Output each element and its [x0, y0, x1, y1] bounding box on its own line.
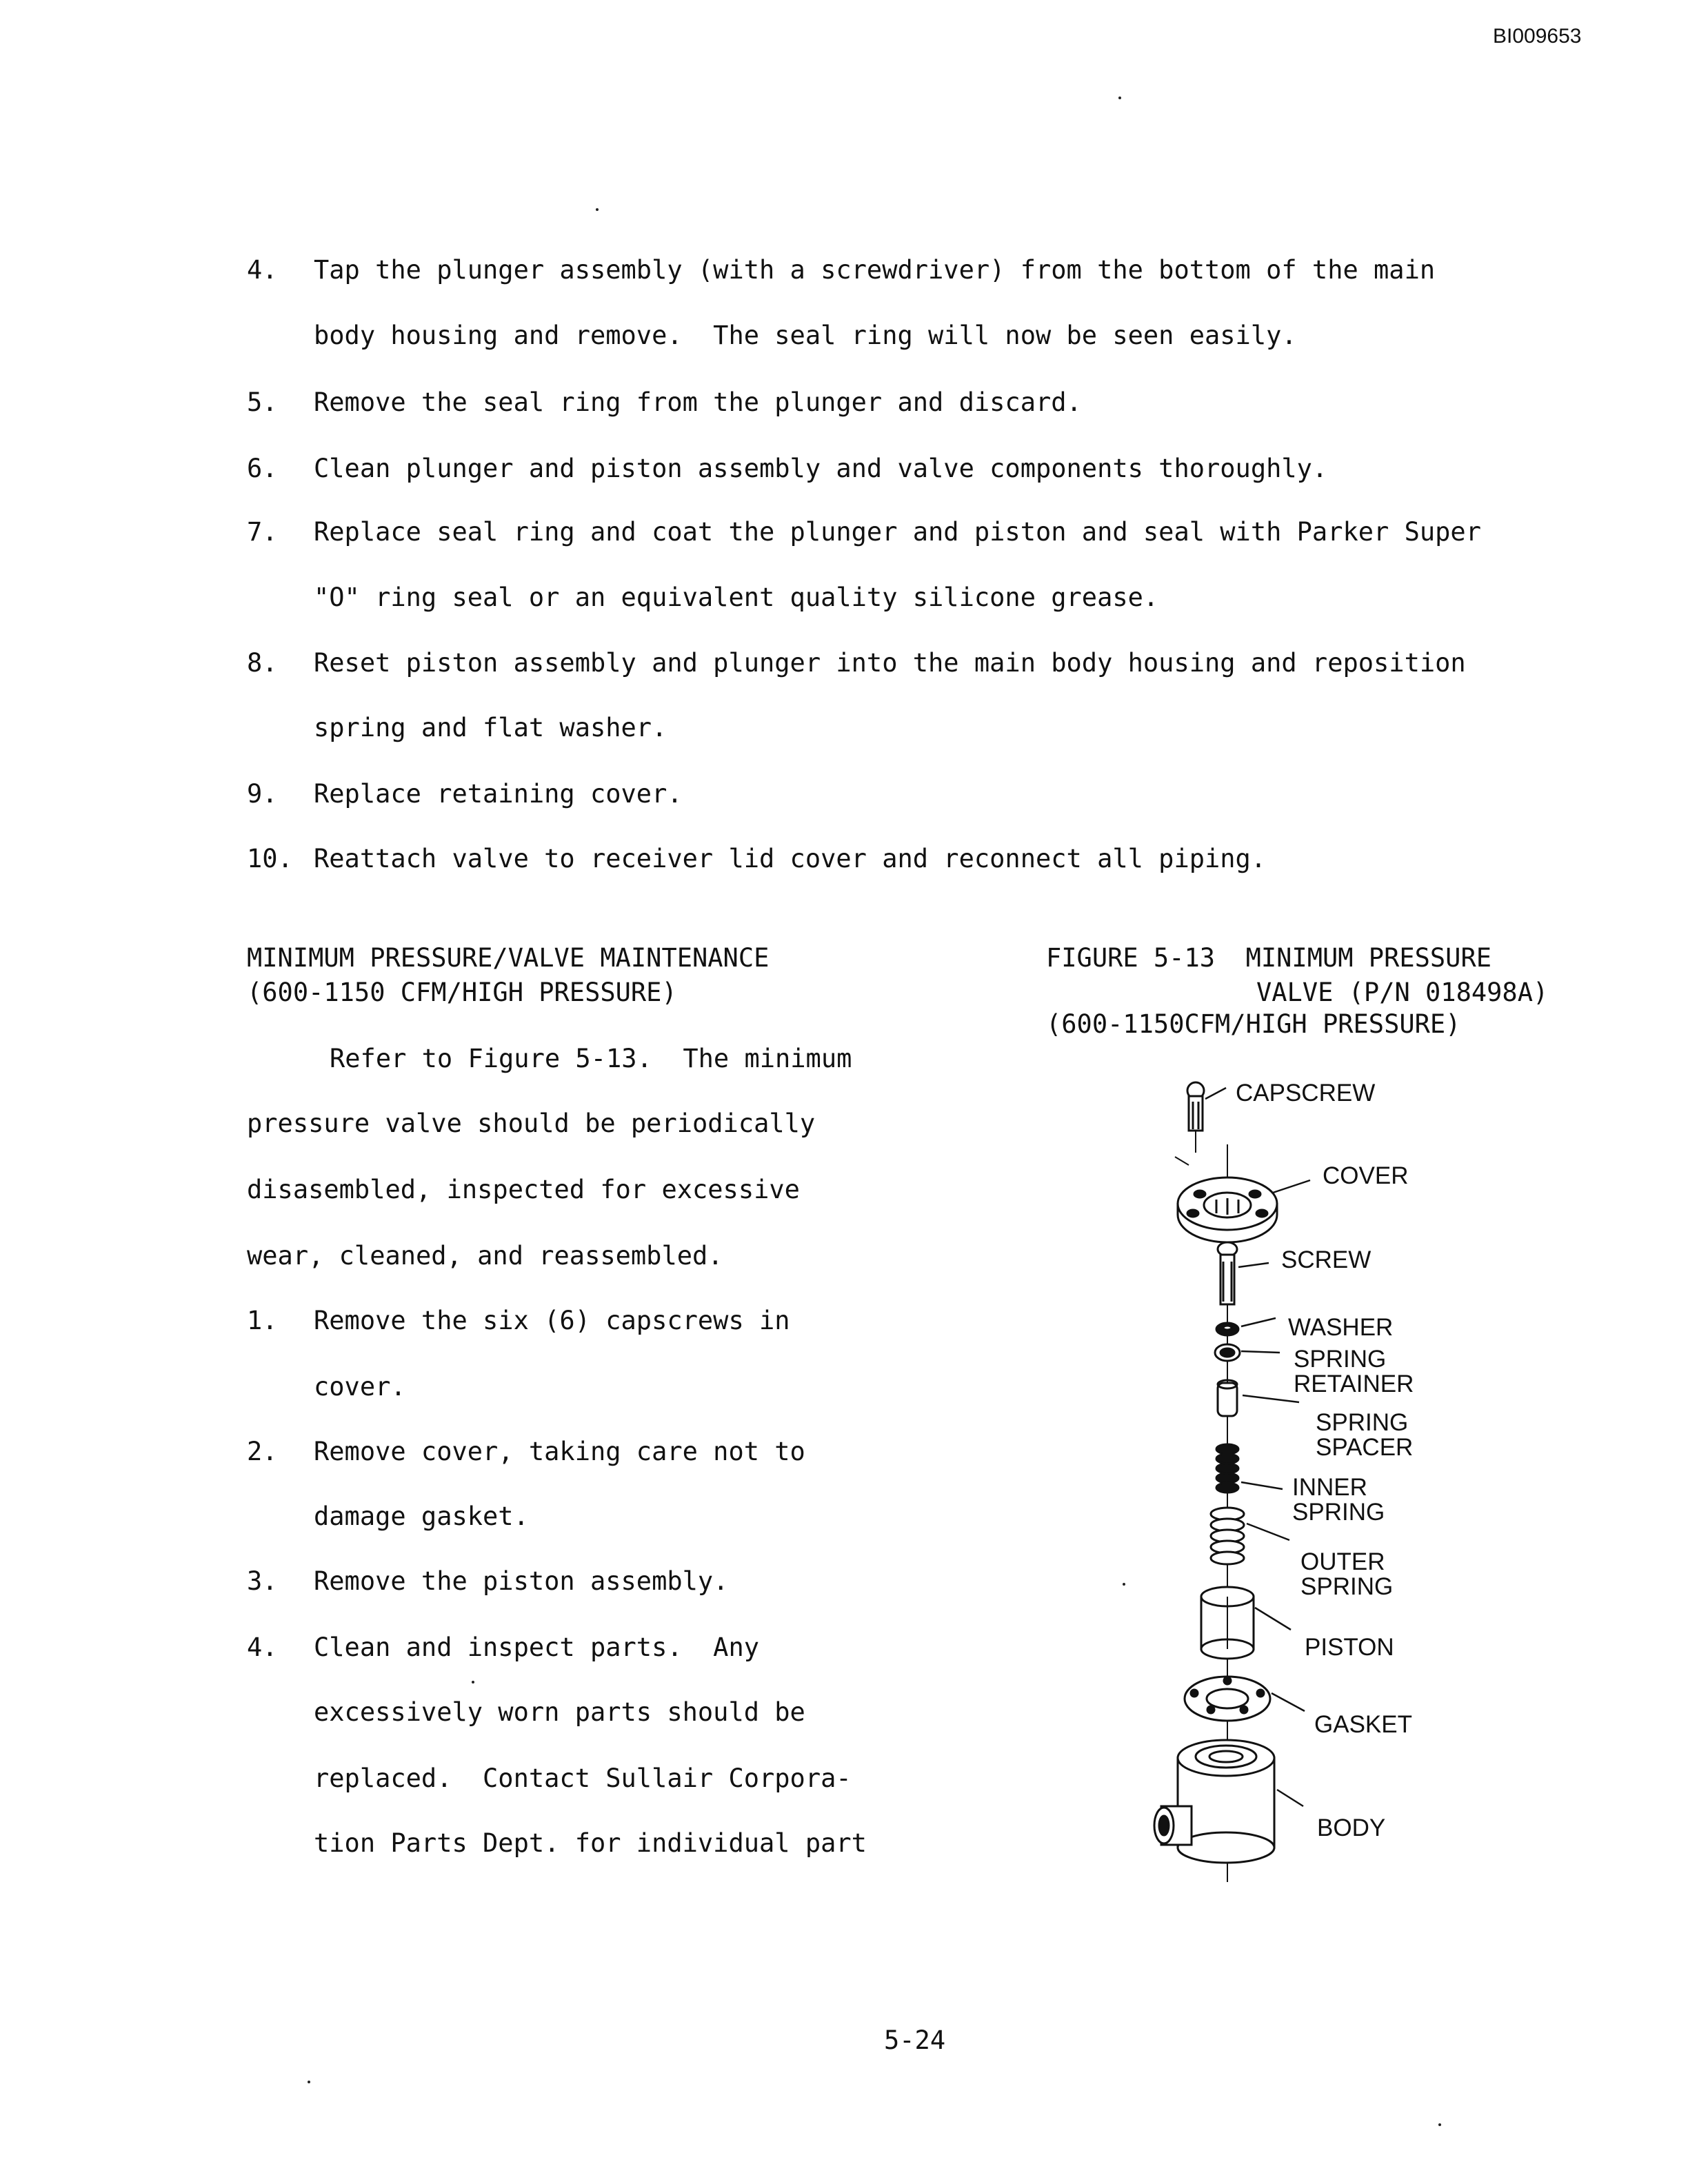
step-text: Remove the six (6) capscrews in — [314, 1306, 790, 1335]
step-text: Reset piston assembly and plunger into the main body housing and reposition — [314, 648, 1466, 678]
step-text: cover. — [314, 1372, 406, 1402]
step-number: 1. — [247, 1306, 278, 1335]
label-cover: COVER — [1323, 1162, 1409, 1189]
capscrew-part — [1187, 1082, 1204, 1153]
figure-caption: VALVE (P/N 018498A) — [1256, 978, 1549, 1007]
step-number: 5. — [247, 387, 278, 417]
step-number: 10. — [247, 844, 293, 873]
step-number: 2. — [247, 1437, 278, 1466]
step-text: excessively worn parts should be — [314, 1697, 805, 1727]
step-text: tion Parts Dept. for individual part — [314, 1828, 867, 1858]
step-number: 4. — [247, 1632, 278, 1662]
page-number: 5-24 — [884, 2025, 946, 2055]
spring-retainer-part — [1215, 1344, 1240, 1361]
step-number: 7. — [247, 517, 278, 547]
cover-part — [1175, 1157, 1277, 1242]
label-piston: PISTON — [1305, 1634, 1394, 1661]
figure-caption: FIGURE 5-13 MINIMUM PRESSURE — [1046, 943, 1492, 973]
step-text: Clean and inspect parts. Any — [314, 1632, 760, 1662]
document-id: BI009653 — [1493, 25, 1582, 48]
paragraph-line: Refer to Figure 5-13. The minimum — [330, 1044, 852, 1073]
figure-caption: (600-1150CFM/HIGH PRESSURE) — [1046, 1009, 1461, 1039]
step-number: 9. — [247, 779, 278, 809]
label-inner-spring: INNER SPRING — [1292, 1474, 1385, 1526]
body-part — [1154, 1740, 1274, 1863]
step-text: body housing and remove. The seal ring will now be seen easily. — [314, 321, 1297, 350]
label-spring-spacer: SPRING SPACER — [1316, 1409, 1414, 1461]
step-text: Replace seal ring and coat the plunger and piston and seal with Parker Super — [314, 517, 1481, 547]
step-text: replaced. Contact Sullair Corpora- — [314, 1763, 852, 1793]
step-text: damage gasket. — [314, 1502, 529, 1531]
label-body: BODY — [1317, 1814, 1386, 1841]
paragraph-line: pressure valve should be periodically — [247, 1109, 816, 1138]
piston-part — [1201, 1587, 1254, 1659]
section-subheading: (600-1150 CFM/HIGH PRESSURE) — [247, 978, 677, 1007]
step-number: 4. — [247, 255, 278, 285]
step-text: Remove the seal ring from the plunger and discard. — [314, 387, 1082, 417]
label-capscrew: CAPSCREW — [1236, 1080, 1376, 1106]
step-number: 8. — [247, 648, 278, 678]
scan-speck — [472, 1681, 474, 1684]
label-spring-retainer: SPRING RETAINER — [1294, 1346, 1414, 1397]
inner-spring-part — [1216, 1444, 1238, 1493]
spring-spacer-part — [1218, 1380, 1237, 1416]
scan-speck — [1118, 97, 1121, 99]
outer-spring-part — [1211, 1508, 1244, 1564]
label-washer: WASHER — [1288, 1314, 1394, 1341]
step-text: Tap the plunger assembly (with a screwdriver) from the bottom of the main — [314, 255, 1436, 285]
label-screw: SCREW — [1281, 1246, 1372, 1273]
scan-speck — [1438, 2123, 1441, 2126]
paragraph-line: disasembled, inspected for excessive — [247, 1175, 800, 1204]
label-outer-spring: OUTER SPRING — [1300, 1548, 1394, 1600]
step-text: Reattach valve to receiver lid cover and reconnect all piping. — [314, 844, 1267, 873]
step-text: "O" ring seal or an equivalent quality silicone grease. — [314, 583, 1159, 612]
section-heading: MINIMUM PRESSURE/VALVE MAINTENANCE — [247, 943, 770, 973]
scan-speck — [596, 208, 599, 211]
paragraph-line: wear, cleaned, and reassembled. — [247, 1241, 723, 1271]
step-text: spring and flat washer. — [314, 713, 667, 742]
step-number: 6. — [247, 454, 278, 483]
washer-part — [1216, 1323, 1238, 1335]
step-text: Remove cover, taking care not to — [314, 1437, 805, 1466]
step-text: Clean plunger and piston assembly and valve components thoroughly. — [314, 454, 1328, 483]
step-text: Remove the piston assembly. — [314, 1566, 729, 1596]
label-gasket: GASKET — [1314, 1711, 1412, 1738]
gasket-part — [1185, 1677, 1270, 1721]
scan-speck — [1123, 1583, 1125, 1586]
screw-part — [1218, 1242, 1237, 1304]
scan-speck — [308, 2081, 310, 2083]
step-number: 3. — [247, 1566, 278, 1596]
step-text: Replace retaining cover. — [314, 779, 683, 809]
